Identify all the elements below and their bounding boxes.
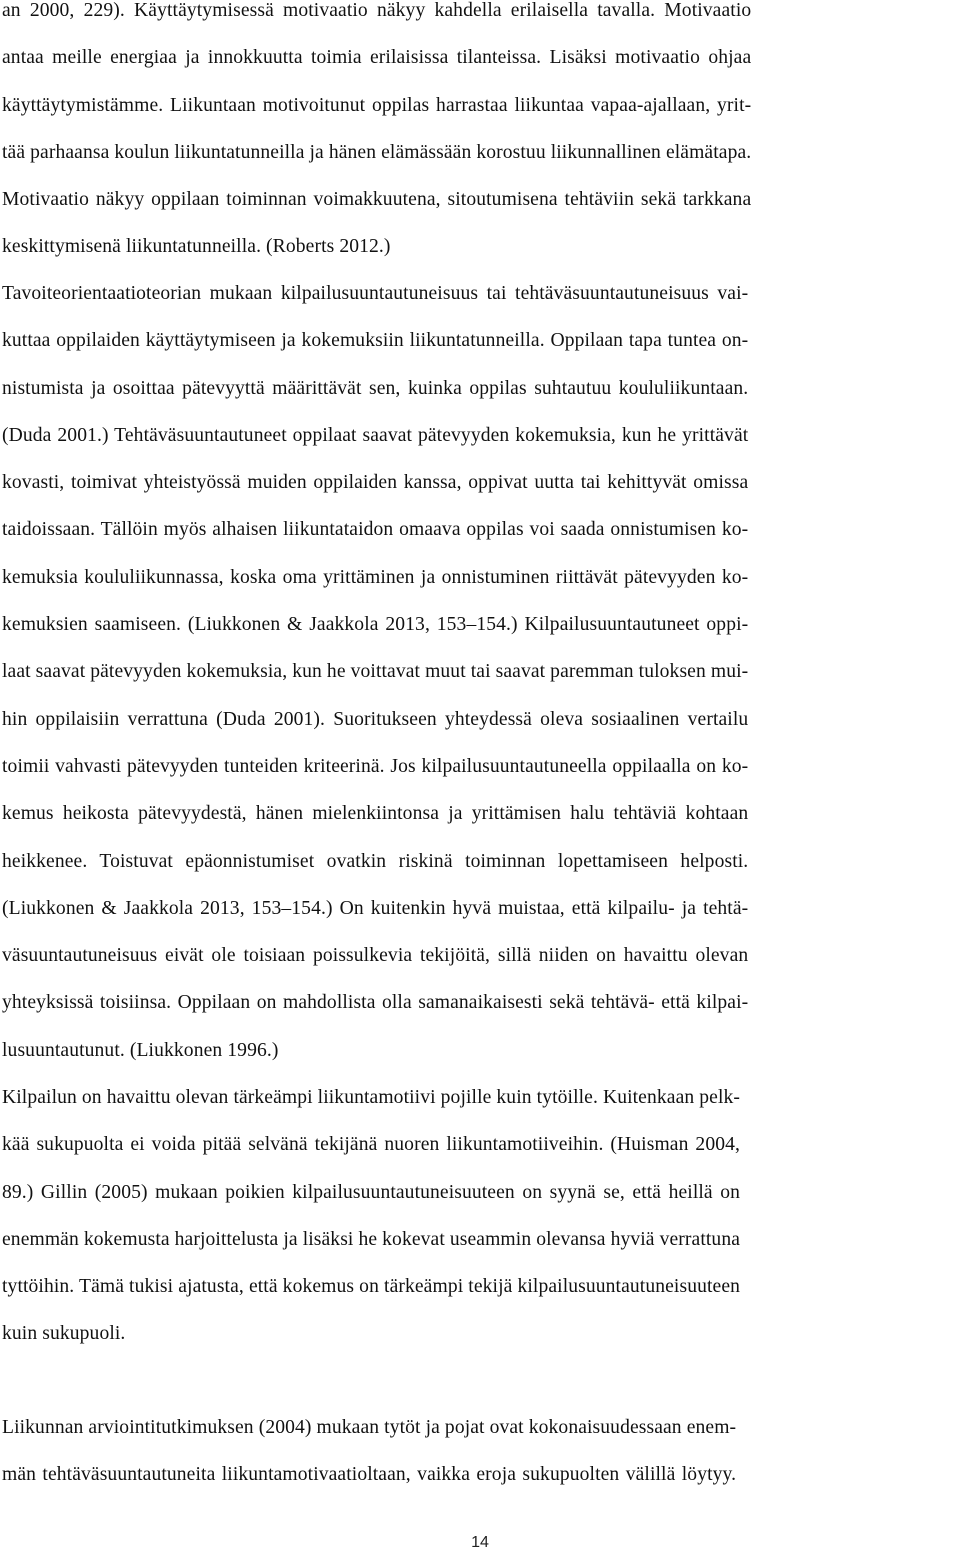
- text-line: heikkenee. Toistuvat epäonnistumiset ovatkin riskinä toiminnan lopettamiseen helposti.: [2, 850, 749, 872]
- paragraph-assessment-study: [2, 1404, 736, 1499]
- page-number: 14: [471, 1534, 489, 1551]
- text-line: kuttaa oppilaiden käyttäytymiseen ja kokemuksiin liikuntatunneilla. Oppilaan tapa tuntea on-: [2, 330, 749, 352]
- text-line: antaa meille energiaa ja innokkuutta toimia erilaisissa tilanteissa. Lisäksi motivaatio ohjaa: [2, 47, 752, 69]
- text-line: kemus heikosta pätevyydestä, hänen mielenkiintonsa ja yrittämisen halu tehtäviä kohtaan: [2, 803, 749, 825]
- text-line: kemuksien saamiseen. (Liukkonen & Jaakkola 2013, 153–154.) Kilpailusuuntautuneet oppi-: [2, 614, 749, 636]
- text-line: toimii vahvasti pätevyyden tunteiden kriteerinä. Jos kilpailusuuntautuneella oppilaalla on ko-: [2, 755, 749, 777]
- text-line: hin oppilaisiin verrattuna (Duda 2001). Suoritukseen yhteydessä oleva sosiaalinen vertailu: [2, 708, 749, 730]
- text-line: Kilpailun on havaittu olevan tärkeämpi liikuntamotiivi pojille kuin tytöille. Kuitenkaan pelk-: [2, 1087, 741, 1108]
- text-line: kemuksia koululiikunnassa, koska oma yrittäminen ja onnistuminen riittävät pätevyyden ko-: [2, 566, 749, 588]
- text-line: enemmän kokemusta harjoittelusta ja lisäksi he kokevat useammin olevansa hyviä verrattuna: [2, 1228, 741, 1250]
- text-line: keskittymisenä liikuntatunneilla. (Roberts 2012.): [2, 236, 391, 258]
- text-line: nistumista ja osoittaa pätevyyttä määrittävät sen, kuinka oppilas suhtautuu koululiikuntaan.: [2, 377, 749, 399]
- text-line: 89.) Gillin (2005) mukaan poikien kilpailusuuntautuneisuuteen on syynä se, että heillä on: [2, 1181, 741, 1203]
- text-line: laat saavat pätevyyden kokemuksia, kun he voittavat muut tai saavat paremman tuloksen mui-: [2, 661, 749, 683]
- text-line: tyttöihin. Tämä tukisi ajatusta, että kokemus on tärkeämpi tekijä kilpailusuuntautuneisuuteen: [2, 1276, 741, 1298]
- text-line: Motivaatio näkyy oppilaan toiminnan voimakkuutena, sitoutumisena tehtäviin sekä tarkkana: [2, 189, 752, 211]
- text-line: kovasti, toimivat yhteistyössä muiden oppilaiden kanssa, oppivat uutta tai kehittyvät omissa: [2, 472, 749, 494]
- text-line: kuin sukupuoli.: [2, 1323, 126, 1345]
- text-line: (Liukkonen & Jaakkola 2013, 153–154.) On kuitenkin hyvä muistaa, että kilpailu- ja tehtä-: [2, 897, 749, 919]
- text-line: Tavoiteorientaatioteorian mukaan kilpailusuuntautuneisuus tai tehtäväsuuntautuneisuus vai-: [2, 283, 749, 304]
- text-line: yhteyksissä toisiinsa. Oppilaan on mahdollista olla samanaikaisesti sekä tehtävä- että kilpai-: [2, 992, 749, 1014]
- text-line: väsuuntautuneisuus eivät ole toisiaan poissulkevia tekijöitä, sillä niiden on havaittu olevan: [2, 945, 749, 967]
- paragraph-goal-orientation: [2, 270, 748, 1074]
- text-line: tää parhaansa koulun liikuntatunneilla ja hänen elämässään korostuu liikunnallinen elämätapa.: [2, 141, 752, 163]
- text-line: taidoissaan. Tällöin myös alhaisen liikuntataidon omaava oppilas voi saada onnistumisen ko-: [2, 519, 749, 541]
- text-line: kää sukupuolta ei voida pitää selvänä tekijänä nuoren liikuntamotiiveihin. (Huisman 2004,: [2, 1134, 741, 1156]
- paragraph-motivation: [2, 0, 751, 271]
- text-line: män tehtäväsuuntautuneita liikuntamotivaatioltaan, vaikka eroja sukupuolten välillä löytyy.: [2, 1464, 737, 1486]
- text-line: lusuuntautunut. (Liukkonen 1996.): [2, 1039, 279, 1061]
- text-line: käyttäytymistämme. Liikuntaan motivoitunut oppilas harrastaa liikuntaa vapaa-ajallaan, yrit-: [2, 94, 752, 116]
- text-line: an 2000, 229). Käyttäytymisessä motivaatio näkyy kahdella erilaisella tavalla. Motivaatio: [2, 0, 752, 21]
- text-line: Liikunnan arviointitutkimuksen (2004) mukaan tytöt ja pojat ovat kokonaisuudessaan enem-: [2, 1417, 737, 1438]
- paragraph-gender-competition: [2, 1074, 740, 1358]
- text-line: (Duda 2001.) Tehtäväsuuntautuneet oppilaat saavat pätevyyden kokemuksia, kun he yrittävät: [2, 424, 749, 446]
